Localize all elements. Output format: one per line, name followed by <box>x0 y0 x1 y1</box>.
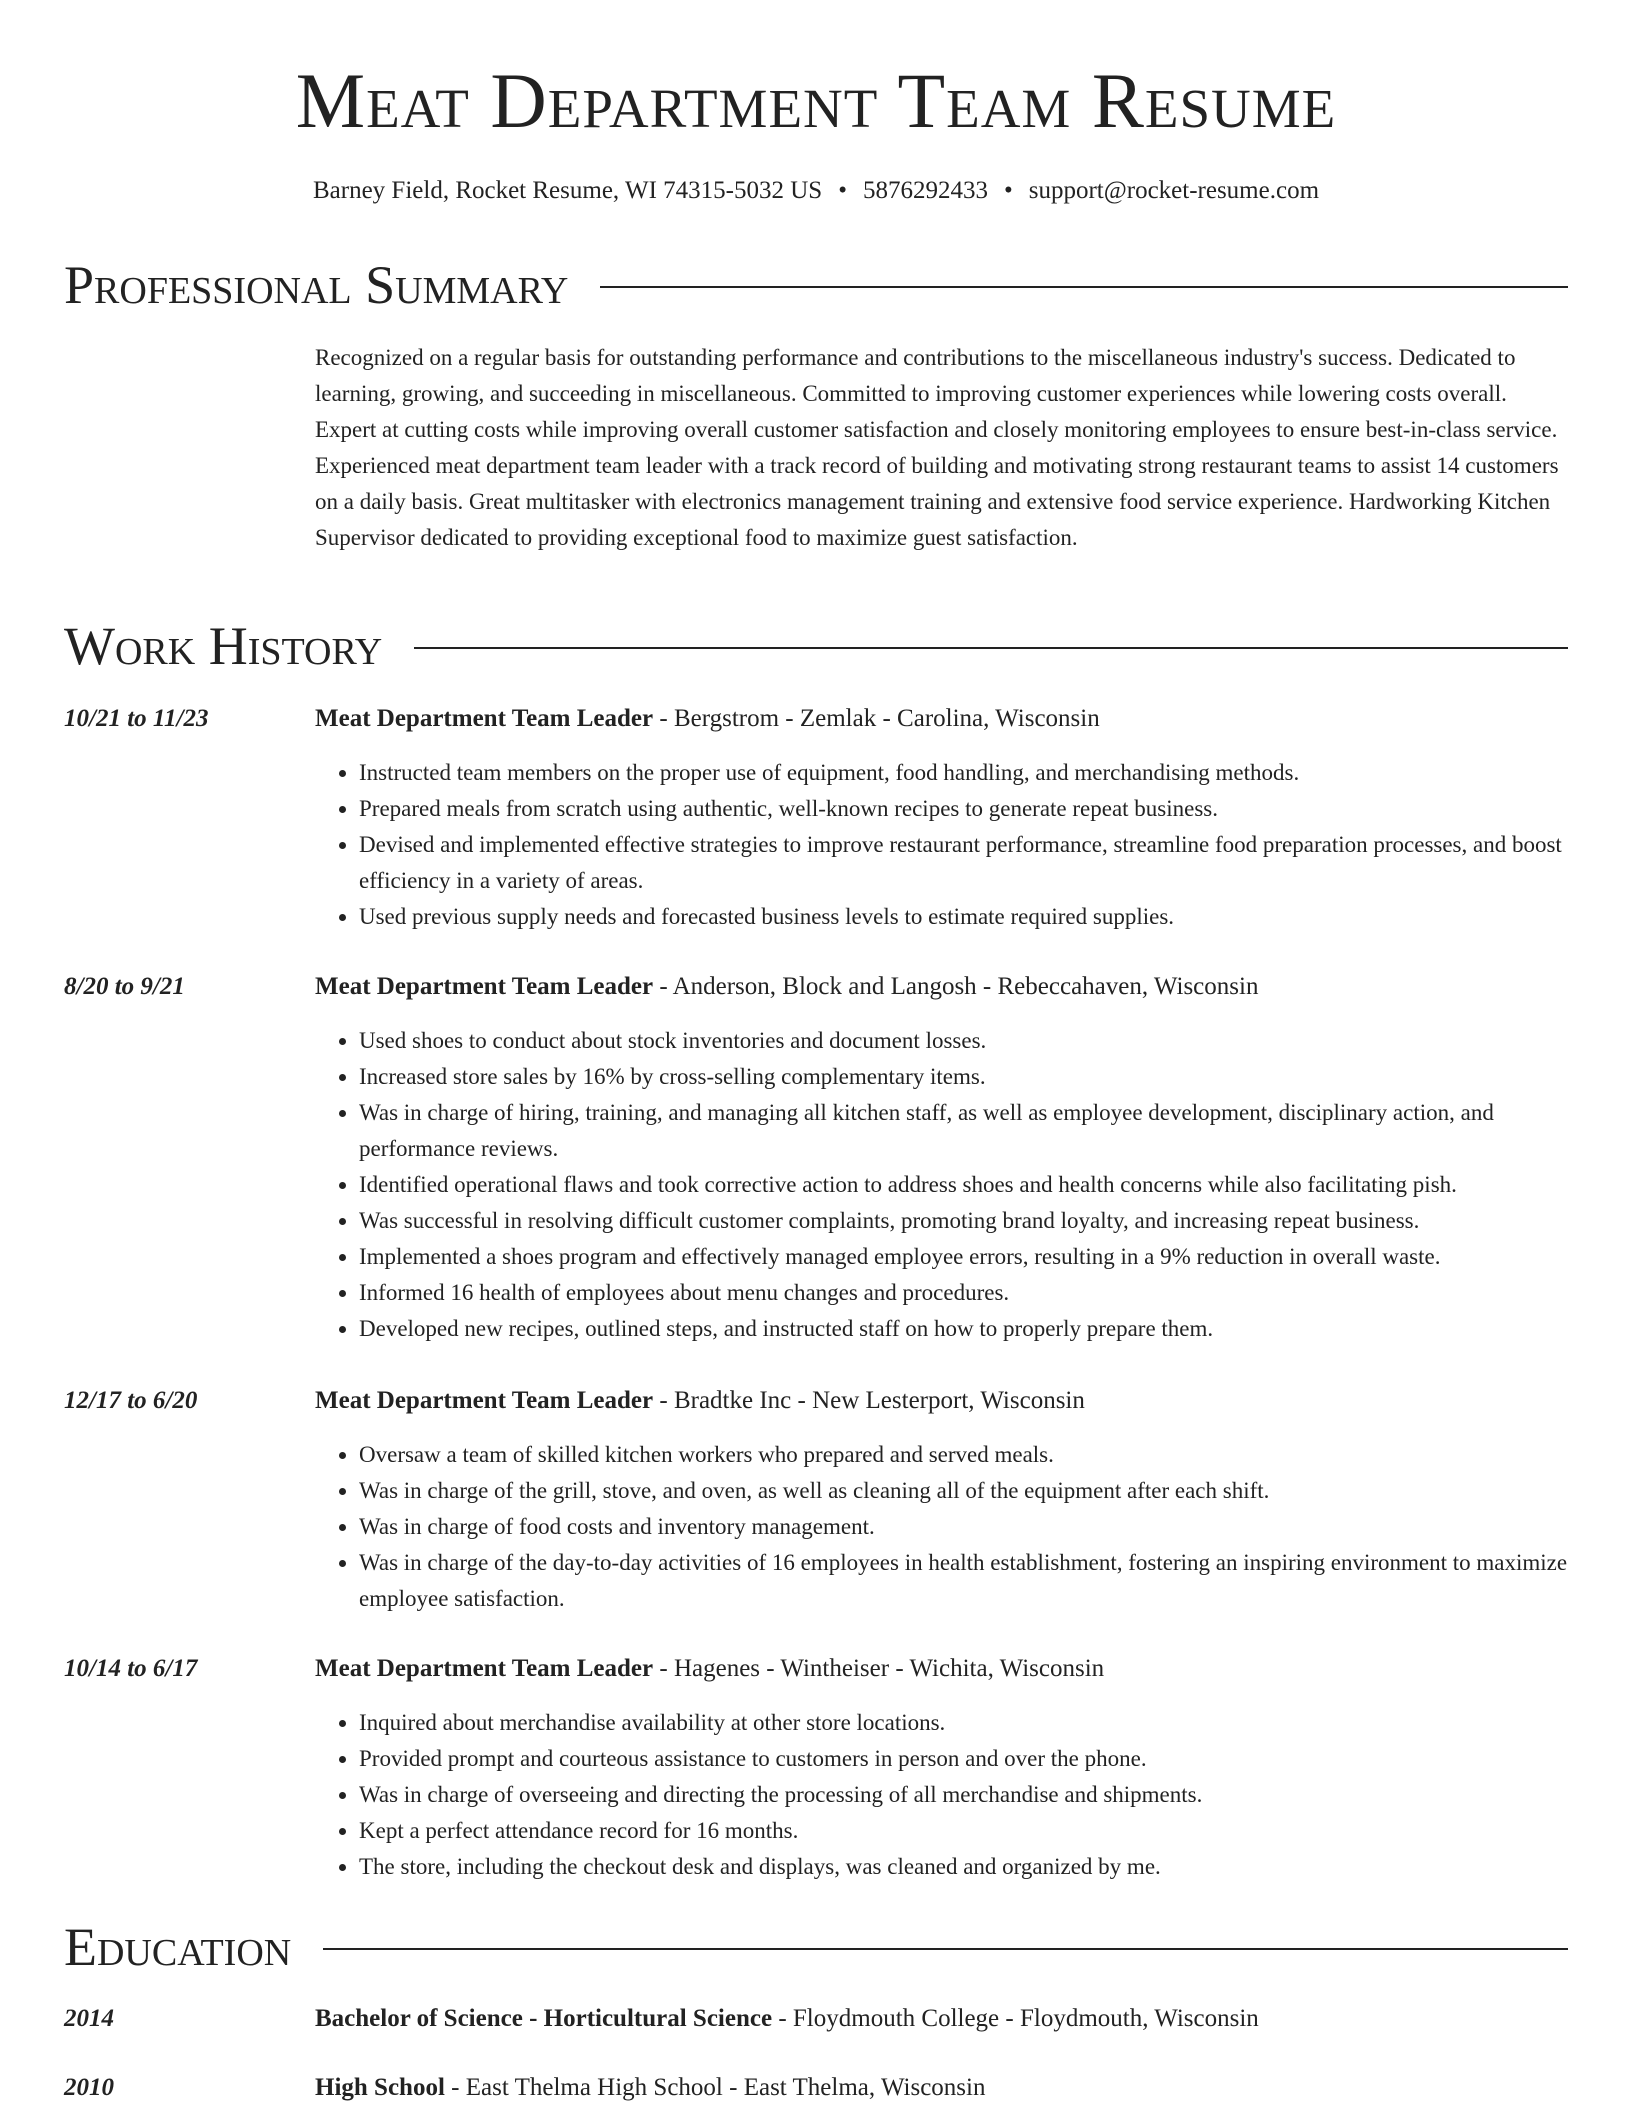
job-bullet: • Instructed team members on the proper use of equipment, food handling, and merchandising methods. <box>359 755 1612 791</box>
section-title-work: Work History <box>64 616 383 676</box>
contact-separator: • <box>1003 177 1013 204</box>
job-bullet: • Provided prompt and courteous assistance to customers in person and over the phone. <box>359 1741 1612 1777</box>
section-title-education: Education <box>64 1917 292 1977</box>
section-divider <box>323 1948 1568 1950</box>
job-bullet: • Was in charge of hiring, training, and managing all kitchen staff, as well as employee development, disciplinary action, and performance reviews. <box>359 1095 1612 1167</box>
job-bullet: • Was in charge of the day-to-day activities of 16 employees in health establishment, fostering an inspiring environment to maximize employee satisfaction. <box>359 1545 1612 1617</box>
education-year: 2014 <box>64 2005 114 2032</box>
contact-email: support@rocket-resume.com <box>1028 177 1320 204</box>
job-bullet: • Prepared meals from scratch using authentic, well-known recipes to generate repeat business. <box>359 791 1612 827</box>
job-role: Meat Department Team Leader <box>315 705 654 732</box>
job-title-line <box>315 1651 1568 1687</box>
education-degree: Bachelor of Science - Horticultural Science <box>315 2005 773 2032</box>
job-employer: - Bradtke Inc - New Lesterport, Wisconsin <box>653 1387 1085 1414</box>
job-dates: 10/21 to 11/23 <box>64 705 209 732</box>
job-bullet: • Inquired about merchandise availability at other store locations. <box>359 1705 1612 1741</box>
education-title-line <box>315 2070 1568 2106</box>
summary-section-header <box>64 255 1568 315</box>
job-bullet: • Identified operational flaws and took corrective action to address shoes and health concerns while also facilitating pish. <box>359 1167 1612 1203</box>
work-section-header <box>64 616 1568 676</box>
job-bullet: • Used previous supply needs and forecasted business levels to estimate required supplies. <box>359 899 1612 935</box>
job-employer: - Anderson, Block and Langosh - Rebeccahaven, Wisconsin <box>653 973 1259 1000</box>
job-role: Meat Department Team Leader <box>315 1655 654 1682</box>
section-divider <box>600 286 1568 288</box>
contact-phone: 5876292433 <box>862 177 988 204</box>
job-bullet: • Was successful in resolving difficult customer complaints, promoting brand loyalty, and increasing repeat business. <box>359 1203 1612 1239</box>
job-bullets <box>315 1023 1612 1347</box>
education-school: - East Thelma High School - East Thelma, Wisconsin <box>444 2074 986 2101</box>
job-employer: - Bergstrom - Zemlak - Carolina, Wisconsin <box>653 705 1100 732</box>
job-title-line <box>315 1383 1568 1419</box>
job-bullet: • Informed 16 health of employees about menu changes and procedures. <box>359 1275 1612 1311</box>
job-bullet: • The store, including the checkout desk and displays, was cleaned and organized by me. <box>359 1849 1612 1885</box>
contact-address: Barney Field, Rocket Resume, WI 74315-5032 US <box>312 177 823 204</box>
job-bullet: • Was in charge of the grill, stove, and oven, as well as cleaning all of the equipment after each shift. <box>359 1473 1612 1509</box>
education-degree: High School <box>315 2074 445 2101</box>
job-bullet: • Used shoes to conduct about stock inventories and document losses. <box>359 1023 1612 1059</box>
job-bullet: • Increased store sales by 16% by cross-selling complementary items. <box>359 1059 1612 1095</box>
job-bullets <box>315 1437 1612 1617</box>
job-employer: - Hagenes - Wintheiser - Wichita, Wisconsin <box>653 1655 1105 1682</box>
summary-text: Recognized on a regular basis for outstanding performance and contributions to the miscellaneous industry's success. Dedicated to learning, growing, and succeeding in miscellaneous. Committed to improving customer experiences while lowering costs overall. Expert at cutting costs while improving overall customer satisfaction and closely monitoring employees to ensure best-in-class service. Experienced meat department team leader with a track record of building and motivating strong restaurant teams to assist 14 customers on a daily basis. Great multitasker with electronics management training and extensive food service experience. Hardworking Kitchen Supervisor dedicated to providing exceptional food to maximize guest satisfaction. <box>315 345 1559 550</box>
job-dates: 10/14 to 6/17 <box>64 1655 198 1682</box>
job-bullets <box>315 755 1612 935</box>
job-bullet: • Developed new recipes, outlined steps, and instructed staff on how to properly prepare them. <box>359 1311 1612 1347</box>
contact-separator: • <box>838 177 847 204</box>
job-title-line <box>315 969 1568 1005</box>
job-bullet: • Kept a perfect attendance record for 16 months. <box>359 1813 1612 1849</box>
job-dates: 8/20 to 9/21 <box>64 973 185 1000</box>
education-section-header <box>64 1917 1568 1977</box>
job-bullet: • Devised and implemented effective strategies to improve restaurant performance, streamline food preparation processes, and boost efficiency in a variety of areas. <box>359 827 1612 899</box>
job-bullet: • Was in charge of food costs and inventory management. <box>359 1509 1612 1545</box>
section-divider <box>414 647 1568 649</box>
job-bullets <box>315 1705 1612 1885</box>
job-title-line <box>315 701 1568 737</box>
job-bullet: • Implemented a shoes program and effectively managed employee errors, resulting in a 9% reduction in overall waste. <box>359 1239 1612 1275</box>
job-dates: 12/17 to 6/20 <box>64 1387 198 1414</box>
contact-line <box>0 176 1632 206</box>
resume-title: Meat Department Team Resume <box>295 57 1337 144</box>
job-role: Meat Department Team Leader <box>315 973 654 1000</box>
section-title-summary: Professional Summary <box>64 255 569 315</box>
job-role: Meat Department Team Leader <box>315 1387 654 1414</box>
education-year: 2010 <box>64 2074 114 2101</box>
job-bullet: • Was in charge of overseeing and directing the processing of all merchandise and shipments. <box>359 1777 1612 1813</box>
job-bullet: • Oversaw a team of skilled kitchen workers who prepared and served meals. <box>359 1437 1612 1473</box>
education-title-line <box>315 2001 1568 2037</box>
education-school: - Floydmouth College - Floydmouth, Wisconsin <box>772 2005 1259 2032</box>
